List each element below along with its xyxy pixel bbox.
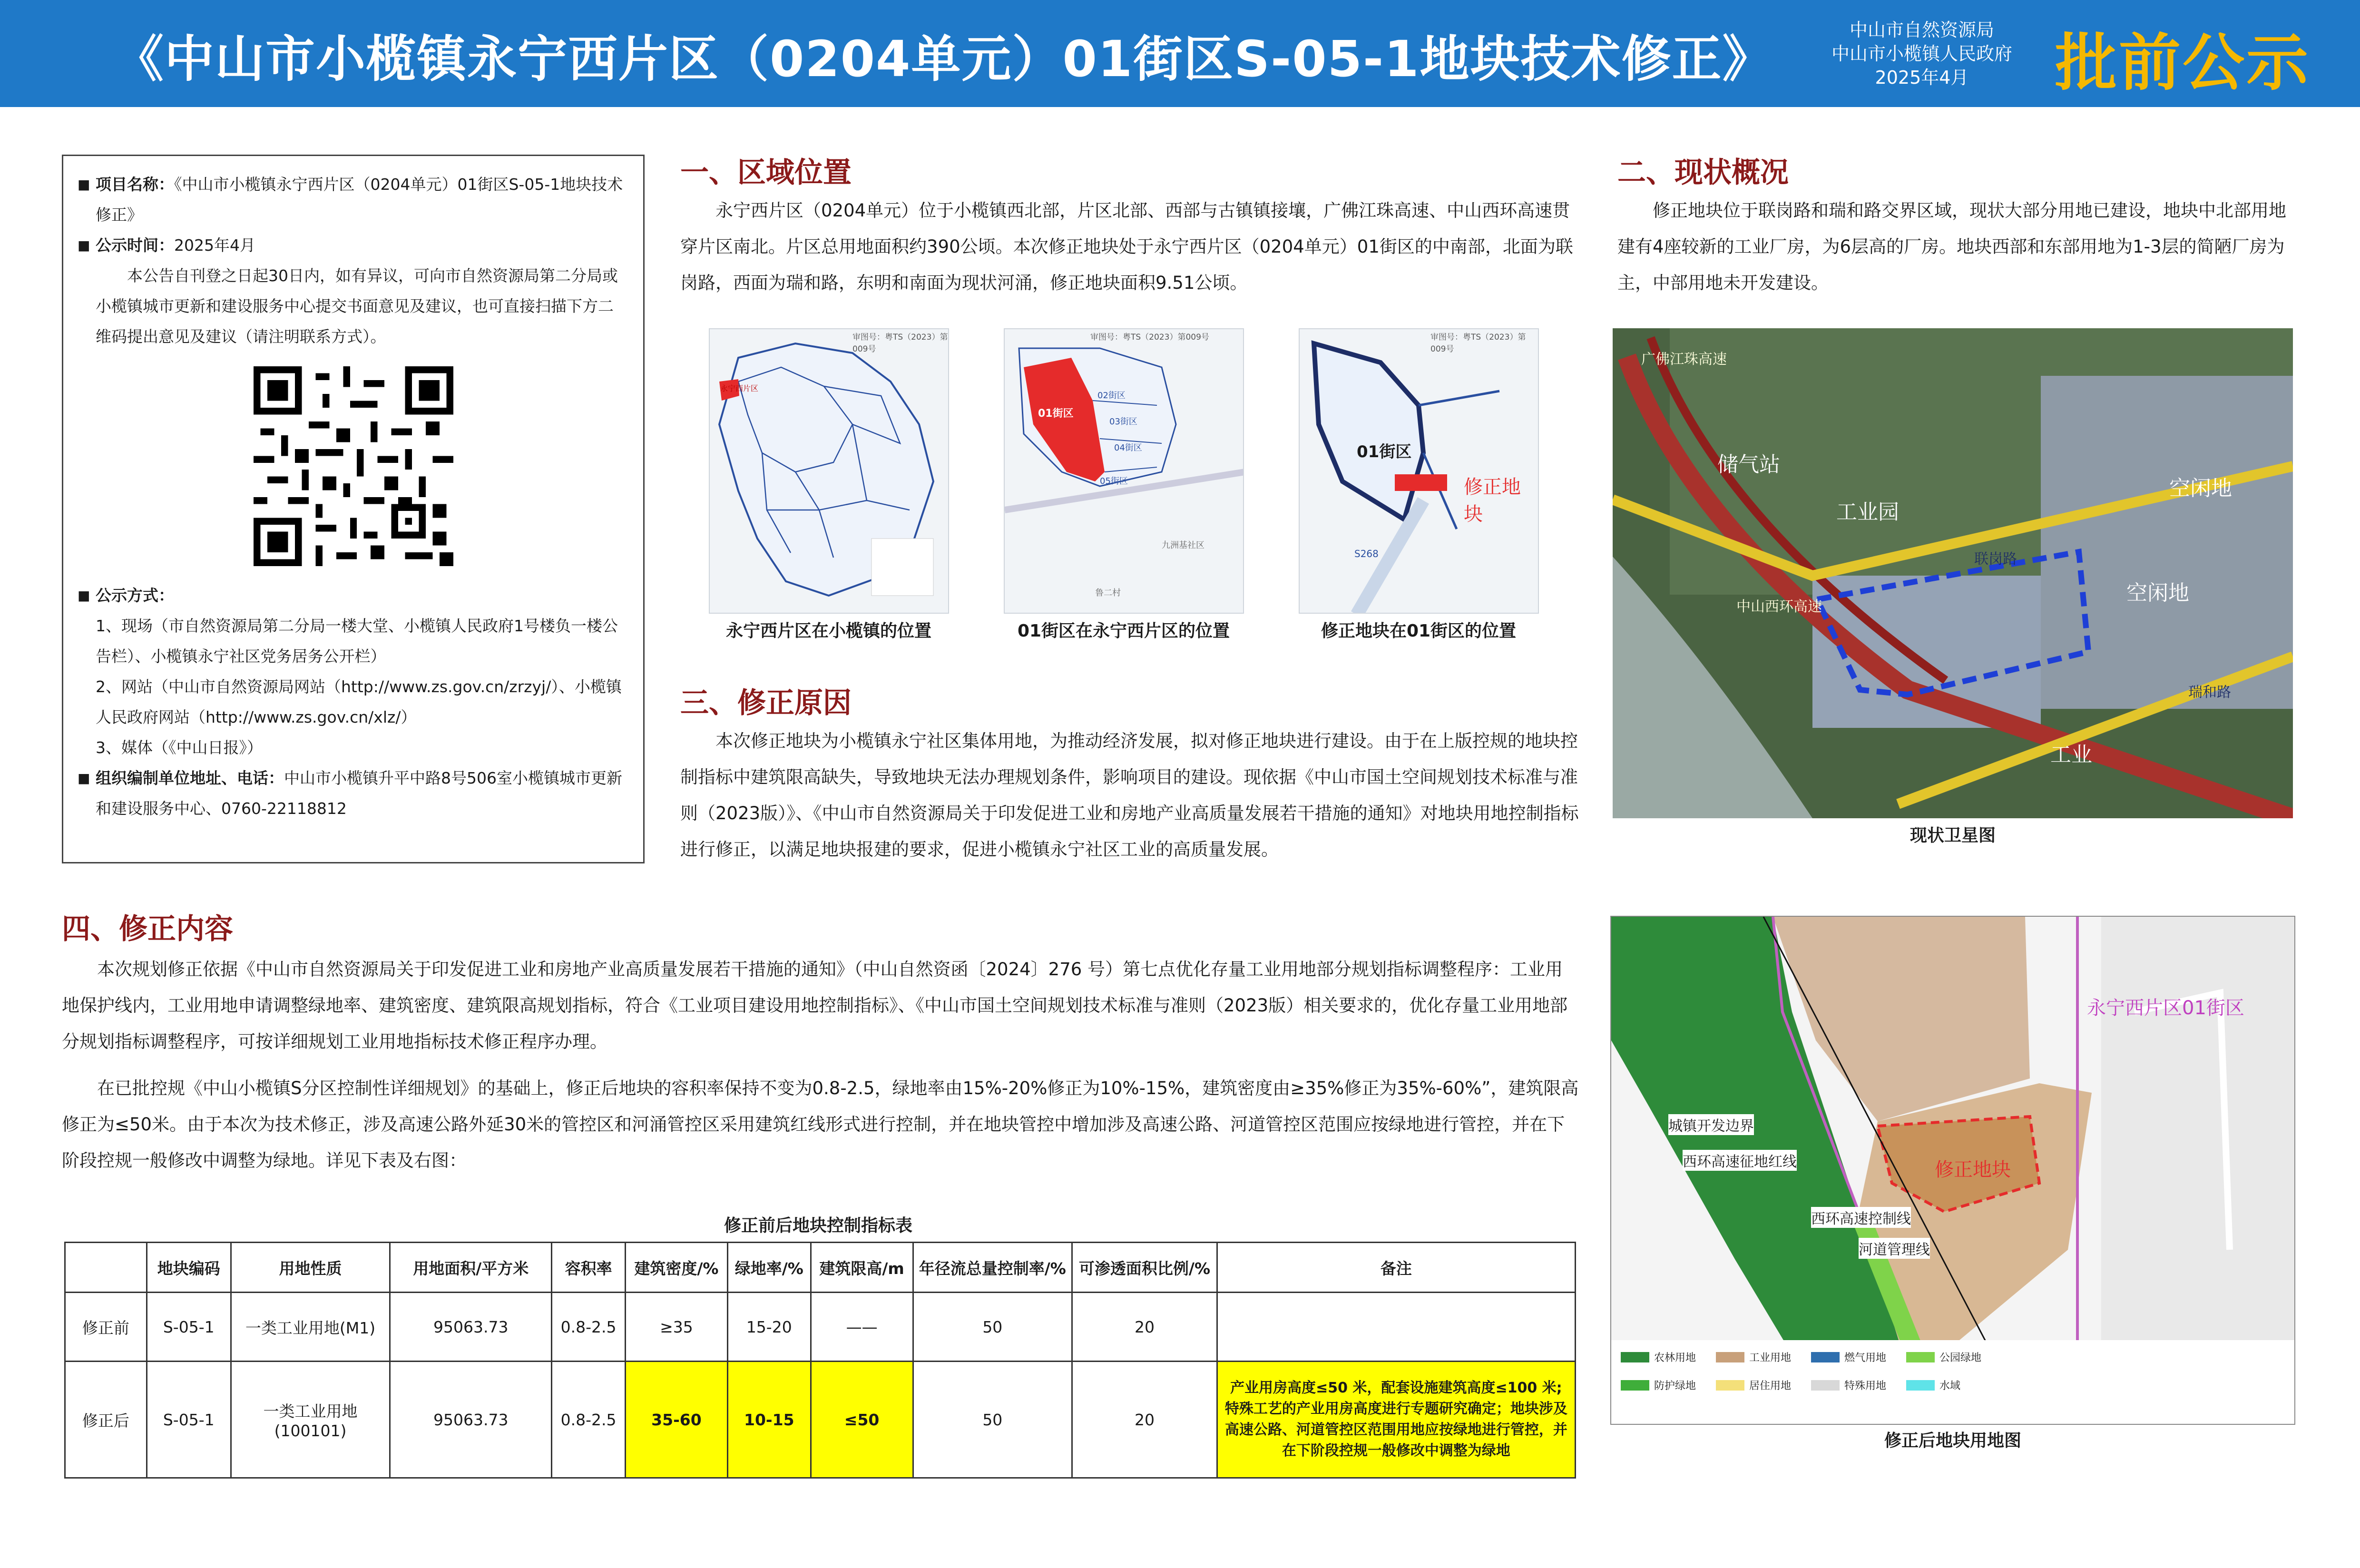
time-label: 公示时间： — [96, 236, 174, 255]
legend-label: 居住用地 — [1749, 1380, 1792, 1392]
table-cell-highlight: 10-15 — [727, 1362, 811, 1478]
map-label: 03街区 — [1109, 417, 1137, 427]
table-header: 建筑密度/% — [626, 1243, 728, 1293]
district-map-graphic — [1005, 329, 1244, 614]
legend-swatch — [1716, 1352, 1744, 1362]
table-header: 容积率 — [552, 1243, 626, 1293]
map-label-road: S268 — [1354, 548, 1379, 559]
legend-label: 防护绿地 — [1654, 1380, 1696, 1392]
map-label: 05街区 — [1100, 476, 1128, 486]
satellite-graphic — [1613, 328, 2293, 818]
district-label: 永宁西片区01街区 — [2087, 997, 2244, 1019]
legend-item — [1906, 1350, 2001, 1364]
table-cell: 95063.73 — [390, 1362, 552, 1478]
map-caption: 01街区在永宁西片区的位置 — [1017, 621, 1230, 641]
status-stamp: 批前公示 — [2055, 27, 2311, 99]
map-legend — [1621, 1350, 2001, 1392]
org-line: 中山市自然资源局 — [1849, 20, 1994, 40]
square-bullet-icon: ■ — [78, 770, 90, 786]
square-bullet-icon: ■ — [78, 588, 90, 603]
table-header: 年径流总量控制率/% — [913, 1243, 1072, 1293]
table-header: 备注 — [1217, 1243, 1575, 1293]
legend-item — [1811, 1350, 1906, 1364]
table-cell: 一类工业用地(M1) — [231, 1293, 390, 1362]
sat-label: 储气站 — [1717, 452, 1780, 477]
contact-label: 组织编制单位地址、电话： — [96, 769, 284, 787]
map-label-district: 永宁西片区 — [720, 384, 759, 393]
table-header-row — [65, 1243, 1576, 1293]
legend-item — [1716, 1350, 1811, 1364]
map-caption: 现状卫星图 — [1910, 826, 1996, 845]
project-text — [96, 169, 629, 230]
map-label: 04街区 — [1114, 443, 1142, 453]
legend-label: 工业用地 — [1749, 1352, 1792, 1364]
table-cell: ≥35 — [626, 1293, 728, 1362]
table-cell: 20 — [1072, 1362, 1217, 1478]
sat-label: 空闲地 — [2169, 476, 2232, 500]
table-header: 绿地率/% — [727, 1243, 811, 1293]
callout-label: 西环高速征地红线 — [1683, 1150, 1797, 1171]
legend-swatch — [1621, 1380, 1649, 1391]
callout-label: 城镇开发边界 — [1668, 1114, 1754, 1135]
time-row — [78, 230, 629, 261]
legend-swatch — [1906, 1380, 1935, 1391]
town-map-graphic — [710, 329, 949, 614]
map-caption: 修正后地块用地图 — [1884, 1431, 2021, 1450]
method-item: 1、现场（市自然资源局第二分局一楼大堂、小榄镇人民政府1号楼负一楼公告栏）、小榄镇永宁社区党务居务公开栏） — [96, 617, 618, 666]
table-cell-note: 产业用房高度≤50 米，配套设施建筑高度≤100 米;特殊工艺的产业用房高度进行专题研究确定；地块涉及高速公路、河道管控区范围用地应按绿地进行管控，并在下阶段控规一般修改中调整为绿地 — [1217, 1362, 1575, 1478]
legend-label: 水域 — [1939, 1380, 1961, 1392]
section-text: 本次规划修正依据《中山市自然资源局关于印发促进工业和房地产业高质量发展若干措施的通知》（中山自然资函〔2024〕276 号）第七点优化存量工业用地部分规划指标调整程序：工业用地保护线内，工业用地申请调整绿地率、建筑密度、建筑限高规划指标，符合《工业项目建设用地控制指标》、《中山市国土空间规划技术标准与准则（2023版）相关要求的，优化存量工业用地部分规划指标调整程序，可按详细规划工业用地指标技术修正程序办理。 — [62, 959, 1568, 1052]
callout-label: 河道管理线 — [1859, 1238, 1930, 1259]
table-cell: 15-20 — [727, 1293, 811, 1362]
table-cell-highlight: ≤50 — [811, 1362, 913, 1478]
method-row — [78, 580, 629, 611]
issuing-org — [1817, 18, 2027, 89]
section-title: 一、区域位置 — [680, 156, 852, 189]
map-caption: 修正地块在01街区的位置 — [1321, 621, 1517, 641]
table-cell: 一类工业用地 (100101) — [231, 1362, 390, 1478]
table-row — [65, 1362, 1576, 1478]
table-cell — [1217, 1293, 1575, 1362]
square-bullet-icon: ■ — [78, 176, 90, 192]
location-map-district — [1004, 328, 1244, 614]
table-cell: 50 — [913, 1293, 1072, 1362]
section-text: 本次修正地块为小榄镇永宁社区集体用地，为推动经济发展，拟对修正地块进行建设。由于在上版控规的地块控制指标中建筑限高缺失，导致地块无法办理规划条件，影响项目的建设。现依据《中山市国土空间规划技术标准与准则（2023版）》、《中山市自然资源局关于印发促进工业和房地产业高质量发展若干措施的通知》对地块用地控制指标进行修正，以满足地块报建的要求，促进小榄镇永宁社区工业的高质量发展。 — [680, 731, 1579, 860]
legend-swatch — [1716, 1380, 1744, 1391]
map-label-01: 01街区 — [1038, 408, 1074, 420]
org-date: 2025年4月 — [1875, 67, 1969, 88]
table-header: 地块编码 — [147, 1243, 231, 1293]
site-label: 修正地块 — [1935, 1159, 2011, 1181]
contact-text — [96, 763, 629, 824]
map-label-01: 01街区 — [1357, 442, 1412, 461]
method-item: 3、媒体（《中山日报》） — [96, 738, 263, 757]
legend-swatch — [1811, 1380, 1840, 1391]
legend-label: 公园绿地 — [1939, 1352, 1982, 1364]
org-line: 中山市小榄镇人民政府 — [1831, 43, 2012, 64]
square-bullet-icon: ■ — [78, 237, 90, 253]
table-cell: 20 — [1072, 1293, 1217, 1362]
legend-label: 燃气用地 — [1844, 1352, 1887, 1364]
project-row — [78, 169, 629, 230]
table-header — [65, 1243, 147, 1293]
legend-item — [1621, 1350, 1716, 1364]
legend-swatch — [1811, 1352, 1840, 1362]
qr-code[interactable] — [254, 366, 453, 566]
header-bar — [0, 0, 2360, 107]
legend-label: 农林用地 — [1654, 1352, 1696, 1364]
land-use-map — [1610, 916, 2295, 1425]
section-text: 修正地块位于联岗路和瑞和路交界区域，现状大部分用地已建设，地块中北部用地建有4座较新的工业厂房，为6层高的厂房。地块西部和东部用地为1-3层的简陋厂房为主，中部用地未开发建设。 — [1617, 200, 2286, 293]
map-label: 鲁二村 — [1095, 588, 1121, 598]
page-title: 《中山市小榄镇永宁西片区（0204单元）01街区S-05-1地块技术修正》 — [114, 30, 1773, 88]
map-approval-number: 审图号：粤TS（2023）第009号 — [852, 333, 948, 354]
table-cell: S-05-1 — [147, 1293, 231, 1362]
table-title: 修正前后地块控制指标表 — [724, 1216, 912, 1235]
table-row — [65, 1293, 1576, 1362]
location-map-block — [1299, 328, 1539, 614]
section-title: 三、修正原因 — [680, 686, 852, 720]
map-approval-number: 审图号：粤TS（2023）第009号 — [1090, 333, 1209, 342]
legend-label: 特殊用地 — [1844, 1380, 1887, 1392]
table-cell: —— — [811, 1293, 913, 1362]
time-value: 2025年4月 — [174, 236, 255, 255]
road-label: 联岗路 — [1974, 551, 2017, 568]
table-cell: 修正后 — [65, 1362, 147, 1478]
satellite-image — [1613, 328, 2293, 818]
control-index-table — [64, 1242, 1576, 1479]
table-cell: 0.8-2.5 — [552, 1362, 626, 1478]
legend-item — [1906, 1378, 2001, 1392]
notice-text: 本公告自刊登之日起30日内，如有异议，可向市自然资源局第二分局或小榄镇城市更新和建设服务中心提交书面意见及建议，也可直接扫描下方二维码提出意见及建议（请注明联系方式）。 — [96, 266, 618, 346]
method-label: 公示方式： — [96, 586, 174, 605]
table-cell: 0.8-2.5 — [552, 1293, 626, 1362]
block-map-graphic — [1300, 329, 1539, 614]
table-header: 用地面积/平方米 — [390, 1243, 552, 1293]
notice-info-box — [62, 155, 645, 863]
sat-label: 工业 — [2050, 743, 2092, 767]
table-header: 用地性质 — [231, 1243, 390, 1293]
table-header: 建筑限高/m — [811, 1243, 913, 1293]
table-cell: 95063.73 — [390, 1293, 552, 1362]
road-label: 中山西环高速 — [1736, 598, 1822, 615]
section-text: 在已批控规《中山小榄镇S分区控制性详细规划》的基础上，修正后地块的容积率保持不变为0.8-2.5，绿地率由15%-20%修正为10%-15%，建筑密度由≥35%修正为35%-60%”，建筑限高修正为≤50米。由于本次为技术修正，涉及高速公路外延30米的管控区和河涌管控区采用建筑红线形式进行控制，并在地块管控中增加涉及高速公路、河道管控区范围应按绿地进行管控，并在下阶段控规一般修改中调整为绿地。详见下表及右图： — [62, 1078, 1579, 1171]
time-text — [96, 230, 255, 261]
table-header: 可渗透面积比例/% — [1072, 1243, 1217, 1293]
map-label: 02街区 — [1097, 391, 1126, 401]
legend-item — [1716, 1378, 1811, 1392]
legend-item — [1811, 1378, 1906, 1392]
project-label: 项目名称： — [96, 175, 174, 194]
section-title: 四、修正内容 — [62, 912, 233, 946]
table-cell: S-05-1 — [147, 1362, 231, 1478]
section-text: 永宁西片区（0204单元）位于小榄镇西北部，片区北部、西部与古镇镇接壤，广佛江珠高速、中山西环高速贯穿片区南北。片区总用地面积约390公顷。本次修正地块处于永宁西片区（0204单元）01街区的中南部，北面为联岗路，西面为瑞和路，东明和南面为现状河涌，修正地块面积9.51公顷。 — [680, 200, 1573, 293]
contact-row — [78, 763, 629, 824]
section-title: 二、现状概况 — [1617, 156, 1789, 189]
legend-item — [1621, 1378, 1716, 1392]
sat-label: 空闲地 — [2126, 581, 2189, 605]
sat-label: 工业园 — [1836, 500, 1899, 524]
map-label: 九洲基社区 — [1162, 540, 1204, 550]
map-label-site: 修正地块 — [1464, 476, 1521, 525]
table-cell-highlight: 35-60 — [626, 1362, 728, 1478]
map-caption: 永宁西片区在小榄镇的位置 — [725, 621, 931, 641]
road-label: 广佛江珠高速 — [1641, 351, 1727, 368]
table-cell: 50 — [913, 1362, 1072, 1478]
project-value: 《中山市小榄镇永宁西片区（0204单元）01街区S-05-1地块技术修正》 — [96, 175, 623, 224]
road-label: 瑞和路 — [2188, 684, 2231, 701]
legend-swatch — [1621, 1352, 1649, 1362]
callout-label: 西环高速控制线 — [1811, 1207, 1911, 1228]
map-approval-number: 审图号：粤TS（2023）第009号 — [1430, 333, 1526, 354]
method-item: 2、网站（中山市自然资源局网站（http://www.zs.gov.cn/zrzyj/）、小榄镇人民政府网站（http://www.zs.gov.cn/xlz/） — [96, 677, 622, 726]
table-cell: 修正前 — [65, 1293, 147, 1362]
location-map-town — [709, 328, 949, 614]
contact-value: 中山市小榄镇升平中路8号506室小榄镇城市更新和建设服务中心、0760-22118812 — [96, 769, 622, 818]
legend-swatch — [1906, 1352, 1935, 1362]
